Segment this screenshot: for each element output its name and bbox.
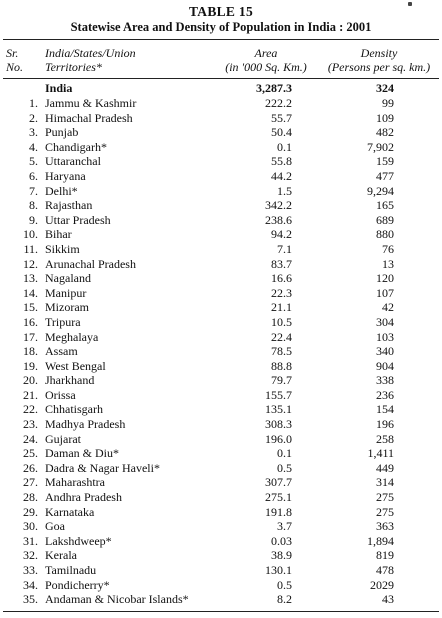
row-density: 275 bbox=[376, 490, 394, 505]
table-row bbox=[0, 578, 442, 593]
row-name: Dadra & Nagar Haveli* bbox=[45, 460, 160, 475]
row-name: Daman & Diu* bbox=[45, 446, 119, 461]
header-name-line1: India/States/Union bbox=[45, 46, 136, 60]
row-number: 26. bbox=[23, 460, 38, 475]
row-density: 165 bbox=[376, 198, 394, 213]
row-density: 338 bbox=[376, 373, 394, 388]
table-row bbox=[0, 563, 442, 578]
row-name: Punjab bbox=[45, 125, 79, 140]
row-number: 23. bbox=[23, 417, 38, 432]
row-density: 9,294 bbox=[367, 183, 394, 198]
header-sr-no bbox=[6, 46, 23, 74]
top-rule bbox=[3, 39, 439, 40]
table-row bbox=[0, 213, 442, 228]
row-name: Delhi* bbox=[45, 183, 78, 198]
row-number: 21. bbox=[23, 387, 38, 402]
row-name: Gujarat bbox=[45, 431, 81, 446]
row-number: 34. bbox=[23, 577, 38, 592]
row-name: Uttaranchal bbox=[45, 154, 101, 169]
row-name: Sikkim bbox=[45, 241, 80, 256]
table-body bbox=[0, 80, 442, 607]
row-name: Pondicherry* bbox=[45, 577, 110, 592]
row-area: 0.03 bbox=[271, 533, 292, 548]
row-area: 7.1 bbox=[277, 241, 292, 256]
table-row bbox=[0, 402, 442, 417]
row-area: 83.7 bbox=[271, 256, 292, 271]
row-density: 42 bbox=[382, 300, 394, 315]
row-number: 18. bbox=[23, 344, 38, 359]
row-density: 904 bbox=[376, 358, 394, 373]
row-number: 24. bbox=[23, 431, 38, 446]
row-area: 0.1 bbox=[277, 139, 292, 154]
header-area-line1: Area bbox=[254, 46, 278, 60]
row-area: 22.3 bbox=[271, 285, 292, 300]
row-density: 363 bbox=[376, 519, 394, 534]
table-title: TABLE 15 bbox=[188, 4, 254, 19]
table-row bbox=[0, 315, 442, 330]
row-density: 1,411 bbox=[367, 446, 394, 461]
row-area: 222.2 bbox=[265, 96, 292, 110]
table-row bbox=[0, 330, 442, 345]
row-number: 27. bbox=[23, 475, 38, 490]
header-name bbox=[45, 46, 136, 74]
table-row bbox=[0, 432, 442, 447]
row-name: Nagaland bbox=[45, 271, 91, 286]
row-density: 154 bbox=[376, 402, 394, 417]
header-density bbox=[320, 46, 438, 74]
row-density: 819 bbox=[376, 548, 394, 563]
row-number: 4. bbox=[29, 139, 38, 154]
table-row-india bbox=[0, 80, 442, 96]
row-density: 482 bbox=[376, 125, 394, 140]
table-row bbox=[0, 548, 442, 563]
row-area: 130.1 bbox=[265, 563, 292, 577]
table-row bbox=[0, 388, 442, 403]
row-name: Karnataka bbox=[45, 504, 95, 519]
row-area: 8.2 bbox=[277, 592, 292, 607]
row-density: 258 bbox=[376, 431, 394, 446]
table-row bbox=[0, 461, 442, 476]
row-area: 3,287.3 bbox=[256, 81, 292, 95]
row-density: 43 bbox=[382, 592, 394, 607]
row-area: 155.7 bbox=[265, 387, 292, 402]
row-density: 1,894 bbox=[367, 533, 394, 548]
table-row bbox=[0, 446, 442, 461]
row-name: Kerala bbox=[45, 548, 77, 563]
row-number: 16. bbox=[23, 314, 38, 329]
header-density-line1: Density bbox=[360, 46, 398, 60]
row-area: 135.1 bbox=[265, 402, 292, 417]
row-name: Orissa bbox=[45, 387, 76, 402]
row-number: 30. bbox=[23, 519, 38, 534]
table-row bbox=[0, 111, 442, 126]
table-row bbox=[0, 490, 442, 505]
row-number: 20. bbox=[23, 373, 38, 388]
table-row bbox=[0, 184, 442, 199]
row-number: 9. bbox=[29, 212, 38, 227]
row-name: Arunachal Pradesh bbox=[45, 256, 136, 271]
row-number: 32. bbox=[23, 548, 38, 563]
row-area: 342.2 bbox=[265, 198, 292, 213]
row-density: 340 bbox=[376, 344, 394, 359]
row-name: Lakshdweep* bbox=[45, 533, 112, 548]
row-number: 3. bbox=[29, 125, 38, 140]
row-density: 109 bbox=[376, 110, 394, 125]
row-area: 44.2 bbox=[271, 168, 292, 183]
row-number: 12. bbox=[23, 256, 38, 271]
row-density: 449 bbox=[376, 460, 394, 475]
row-name: Andhra Pradesh bbox=[45, 490, 122, 505]
row-density: 880 bbox=[376, 227, 394, 242]
table-row bbox=[0, 373, 442, 388]
table-row bbox=[0, 475, 442, 490]
row-density: 2029 bbox=[370, 577, 394, 592]
row-area: 21.1 bbox=[271, 300, 292, 315]
table-row bbox=[0, 125, 442, 140]
row-area: 3.7 bbox=[277, 519, 292, 534]
row-density: 304 bbox=[376, 314, 394, 329]
table-row bbox=[0, 198, 442, 213]
row-area: 238.6 bbox=[265, 212, 292, 227]
row-area: 0.5 bbox=[277, 460, 292, 475]
row-density: 159 bbox=[376, 154, 394, 169]
table-row bbox=[0, 227, 442, 242]
table-row bbox=[0, 344, 442, 359]
row-name: Assam bbox=[45, 344, 78, 359]
row-area: 78.5 bbox=[271, 344, 292, 359]
row-number: 1. bbox=[29, 96, 38, 110]
row-area: 50.4 bbox=[271, 125, 292, 140]
row-area: 0.1 bbox=[277, 446, 292, 461]
row-area: 10.5 bbox=[271, 314, 292, 329]
table-row bbox=[0, 592, 442, 607]
row-name: Madhya Pradesh bbox=[45, 417, 126, 432]
table-subtitle: Statewise Area and Density of Population in India : 2001 bbox=[70, 20, 372, 34]
table-row bbox=[0, 417, 442, 432]
row-name: Chhatisgarh bbox=[45, 402, 103, 417]
row-density: 196 bbox=[376, 417, 394, 432]
row-area: 38.9 bbox=[271, 548, 292, 563]
row-number: 8. bbox=[29, 198, 38, 213]
row-name: Jammu & Kashmir bbox=[45, 96, 137, 110]
row-number: 31. bbox=[23, 533, 38, 548]
row-name: Tripura bbox=[45, 314, 81, 329]
row-name: Jharkhand bbox=[45, 373, 95, 388]
row-density: 275 bbox=[376, 504, 394, 519]
row-number: 35. bbox=[23, 592, 38, 607]
row-name: Haryana bbox=[45, 168, 86, 183]
row-density: 76 bbox=[382, 241, 394, 256]
row-name: Tamilnadu bbox=[45, 563, 97, 577]
row-number: 29. bbox=[23, 504, 38, 519]
row-density: 99 bbox=[382, 96, 394, 110]
header-area bbox=[222, 46, 310, 74]
row-number: 10. bbox=[23, 227, 38, 242]
row-area: 0.5 bbox=[277, 577, 292, 592]
row-name: Maharashtra bbox=[45, 475, 105, 490]
row-area: 79.7 bbox=[271, 373, 292, 388]
row-number: 11. bbox=[23, 241, 38, 256]
row-number: 2. bbox=[29, 110, 38, 125]
table-row bbox=[0, 271, 442, 286]
table-row bbox=[0, 300, 442, 315]
row-area: 275.1 bbox=[265, 490, 292, 505]
row-density: 107 bbox=[376, 285, 394, 300]
row-number: 25. bbox=[23, 446, 38, 461]
table-row bbox=[0, 286, 442, 301]
row-name: Goa bbox=[45, 519, 65, 534]
row-number: 6. bbox=[29, 168, 38, 183]
table-row bbox=[0, 140, 442, 155]
row-name: Chandigarh* bbox=[45, 139, 107, 154]
row-name: Meghalaya bbox=[45, 329, 99, 344]
row-name: Bihar bbox=[45, 227, 72, 242]
table-row bbox=[0, 534, 442, 549]
row-area: 308.3 bbox=[265, 417, 292, 432]
row-area: 307.7 bbox=[265, 475, 292, 490]
row-name: Himachal Pradesh bbox=[45, 110, 133, 125]
bottom-rule bbox=[3, 611, 439, 612]
row-number: 7. bbox=[29, 183, 38, 198]
row-density: 324 bbox=[376, 81, 394, 95]
row-name: Andaman & Nicobar Islands* bbox=[45, 592, 189, 607]
row-number: 28. bbox=[23, 490, 38, 505]
header-rule bbox=[3, 78, 439, 79]
row-area: 1.5 bbox=[277, 183, 292, 198]
row-area: 191.8 bbox=[265, 504, 292, 519]
row-area: 16.6 bbox=[271, 271, 292, 286]
row-density: 103 bbox=[376, 329, 394, 344]
row-name: Mizoram bbox=[45, 300, 89, 315]
table-row bbox=[0, 519, 442, 534]
row-density: 7,902 bbox=[367, 139, 394, 154]
header-sr-line2: No. bbox=[6, 60, 24, 74]
row-density: 236 bbox=[376, 387, 394, 402]
table-row bbox=[0, 257, 442, 272]
header-name-line2: Territories* bbox=[45, 60, 102, 74]
row-area: 55.8 bbox=[271, 154, 292, 169]
table-row bbox=[0, 242, 442, 257]
row-number: 15. bbox=[23, 300, 38, 315]
row-number: 19. bbox=[23, 358, 38, 373]
row-number: 17. bbox=[23, 329, 38, 344]
row-area: 88.8 bbox=[271, 358, 292, 373]
row-density: 478 bbox=[376, 563, 394, 577]
row-name: India bbox=[45, 81, 73, 95]
row-density: 120 bbox=[376, 271, 394, 286]
row-area: 94.2 bbox=[271, 227, 292, 242]
row-number: 33. bbox=[23, 563, 38, 577]
header-density-line2: (Persons per sq. km.) bbox=[327, 60, 431, 74]
row-number: 13. bbox=[23, 271, 38, 286]
table-row bbox=[0, 154, 442, 169]
header-sr-line1: Sr. bbox=[6, 46, 19, 60]
row-name: Uttar Pradesh bbox=[45, 212, 111, 227]
row-area: 55.7 bbox=[271, 110, 292, 125]
row-density: 13 bbox=[382, 256, 394, 271]
row-area: 22.4 bbox=[271, 329, 292, 344]
row-name: Rajasthan bbox=[45, 198, 93, 213]
row-number: 5. bbox=[29, 154, 38, 169]
row-area: 196.0 bbox=[265, 431, 292, 446]
row-number: 14. bbox=[23, 285, 38, 300]
row-number: 22. bbox=[23, 402, 38, 417]
row-name: West Bengal bbox=[45, 358, 106, 373]
row-density: 477 bbox=[376, 168, 394, 183]
table-row bbox=[0, 169, 442, 184]
table-row bbox=[0, 505, 442, 520]
table-row bbox=[0, 96, 442, 111]
table-row bbox=[0, 359, 442, 374]
row-name: Manipur bbox=[45, 285, 87, 300]
row-density: 689 bbox=[376, 212, 394, 227]
row-density: 314 bbox=[376, 475, 394, 490]
header-area-line2: (in '000 Sq. Km.) bbox=[225, 60, 307, 74]
